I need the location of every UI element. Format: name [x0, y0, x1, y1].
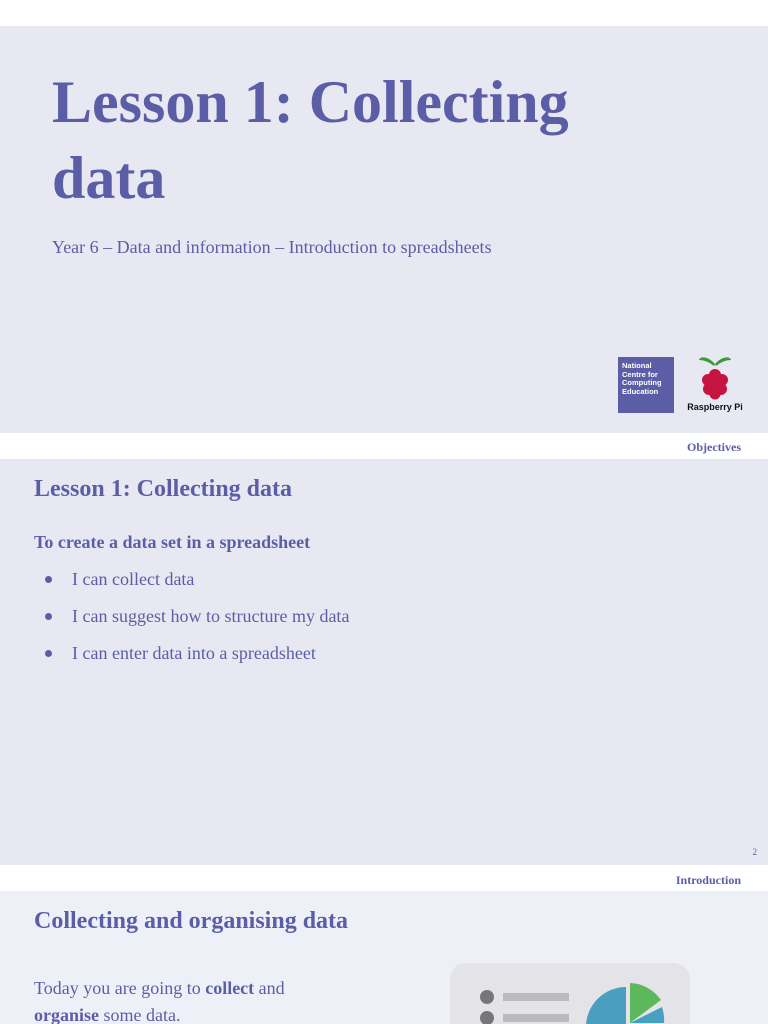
lesson-subtitle: Year 6 – Data and information – Introduction to spreadsheets [52, 237, 492, 257]
objectives-slide [0, 459, 768, 865]
section-label-objectives: Objectives [687, 440, 741, 454]
list-item: I can suggest how to structure my data [44, 603, 349, 640]
title-slide [0, 26, 768, 433]
bullet-icon [45, 650, 52, 657]
raspberry-icon [684, 354, 746, 402]
bullet-icon [45, 576, 52, 583]
raspberry-pi-label: Raspberry Pi [687, 402, 743, 412]
ncce-logo: National Centre for Computing Education [618, 357, 674, 413]
bullet-icon [45, 613, 52, 620]
introduction-slide [0, 891, 768, 1024]
list-item: I can enter data into a spreadsheet [44, 640, 349, 677]
introduction-title: Collecting and organising data [34, 908, 349, 934]
raspberry-pi-logo [684, 354, 746, 416]
section-label-introduction: Introduction [675, 873, 741, 887]
list-and-pie-chart-icon [450, 963, 690, 1024]
objectives-list [44, 566, 349, 677]
objective-heading: To create a data set in a spreadsheet [34, 532, 311, 552]
page-number: 2 [752, 847, 757, 857]
introduction-text: Today you are going to collect and organise some data. [34, 978, 285, 1024]
objectives-title: Lesson 1: Collecting data [34, 476, 292, 502]
lesson-title: Lesson 1: Collecting data [52, 69, 569, 211]
list-item: I can collect data [44, 566, 349, 603]
